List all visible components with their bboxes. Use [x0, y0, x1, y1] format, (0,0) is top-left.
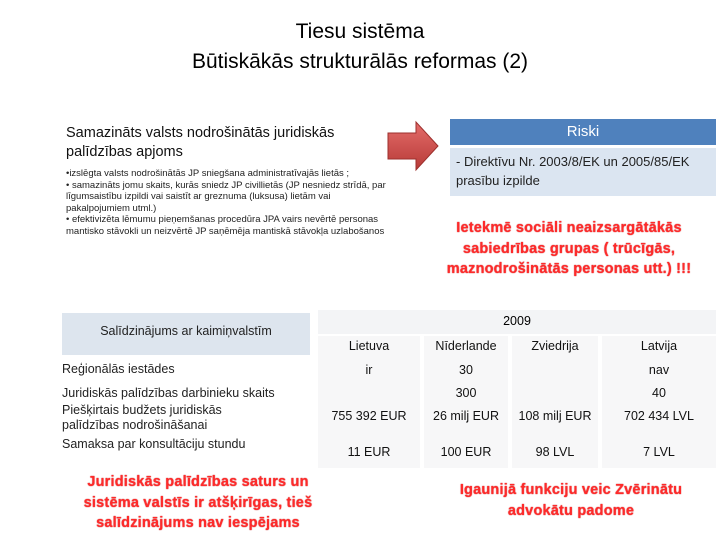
system-difference-note: Juridiskās palīdzības saturs un sistēma valstīs ir atšķirīgas, tieš salīdzinājums nav iespējams — [83, 474, 313, 531]
row-label-budget: Piešķirtais budžets juridiskās palīdzības nodrošināšanai — [62, 403, 222, 432]
cell-budget: 108 milj EUR — [518, 409, 592, 423]
cell-payment: 11 EUR — [347, 445, 391, 459]
bullet-list — [66, 168, 386, 238]
row-label-workers: Juridiskās palīdzības darbinieku skaits — [62, 386, 275, 400]
country-latvia: Latvija — [640, 339, 678, 353]
cell-workers: 40 — [652, 386, 666, 400]
row-label-payment: Samaksa par konsultāciju stundu — [62, 437, 246, 451]
cell-budget: 755 392 EUR — [331, 409, 407, 423]
bullet-item: • efektivizēta lēmumu pieņemšanas procedūra JPA vairs nevērtē personas mantisko stāvokli un neizvērtē JP saņēmēja mantiskā stāvokļa uzlabošanos — [66, 214, 385, 237]
bullet-item: •izslēgta valsts nodrošinātās JP sniegšana administratīvajās lietās ; — [66, 168, 350, 179]
impact-note: Ietekmē sociāli neaizsargātākās sabiedrības grupas ( trūcīgās, maznodrošinātās personas utt.) !!! — [446, 220, 692, 277]
cell-regional: nav — [648, 363, 670, 377]
estonia-note: Igaunijā funkciju veic Zvērinātu advokātu padome — [459, 482, 683, 519]
cell-payment: 100 EUR — [440, 445, 492, 459]
cell-payment: 7 LVL — [643, 445, 675, 459]
country-lithuania: Lietuva — [348, 339, 390, 353]
risks-header: Riski — [450, 119, 716, 145]
cell-regional: 30 — [459, 363, 473, 377]
bullet-item: • samazināts jomu skaits, kurās sniedz JP civillietās (JP nesniedz strīdā, par līgumsaistību izpildi vai saistīt ar greznuma (luksusa) lietām vai pakalpojumiem utml.) — [66, 179, 386, 214]
slide-subtitle: Būtiskākās strukturālās reformas (2) — [191, 50, 529, 73]
cell-regional: ir — [365, 363, 373, 377]
year-header: 2009 — [503, 314, 531, 328]
left-heading: Samazināts valsts nodrošinātās juridiskās palīdzības apjoms — [66, 125, 335, 160]
row-label-regional: Reģionālās iestādes — [62, 362, 175, 376]
comparison-label: Salīdzinājums ar kaimiņvalstīm — [100, 324, 272, 338]
right-arrow-icon — [386, 120, 440, 172]
risks-body: - Direktīvu Nr. 2003/8/EK un 2005/85/EK prasību izpilde — [450, 148, 716, 196]
cell-budget: 702 434 LVL — [624, 409, 694, 423]
cell-budget: 26 milj EUR — [433, 409, 499, 423]
slide-title: Tiesu sistēma — [295, 20, 425, 43]
country-sweden: Zviedrija — [531, 339, 579, 353]
country-netherlands: Nīderlande — [435, 339, 497, 353]
cell-payment: 98 LVL — [535, 445, 575, 459]
cell-workers: 300 — [455, 386, 477, 400]
